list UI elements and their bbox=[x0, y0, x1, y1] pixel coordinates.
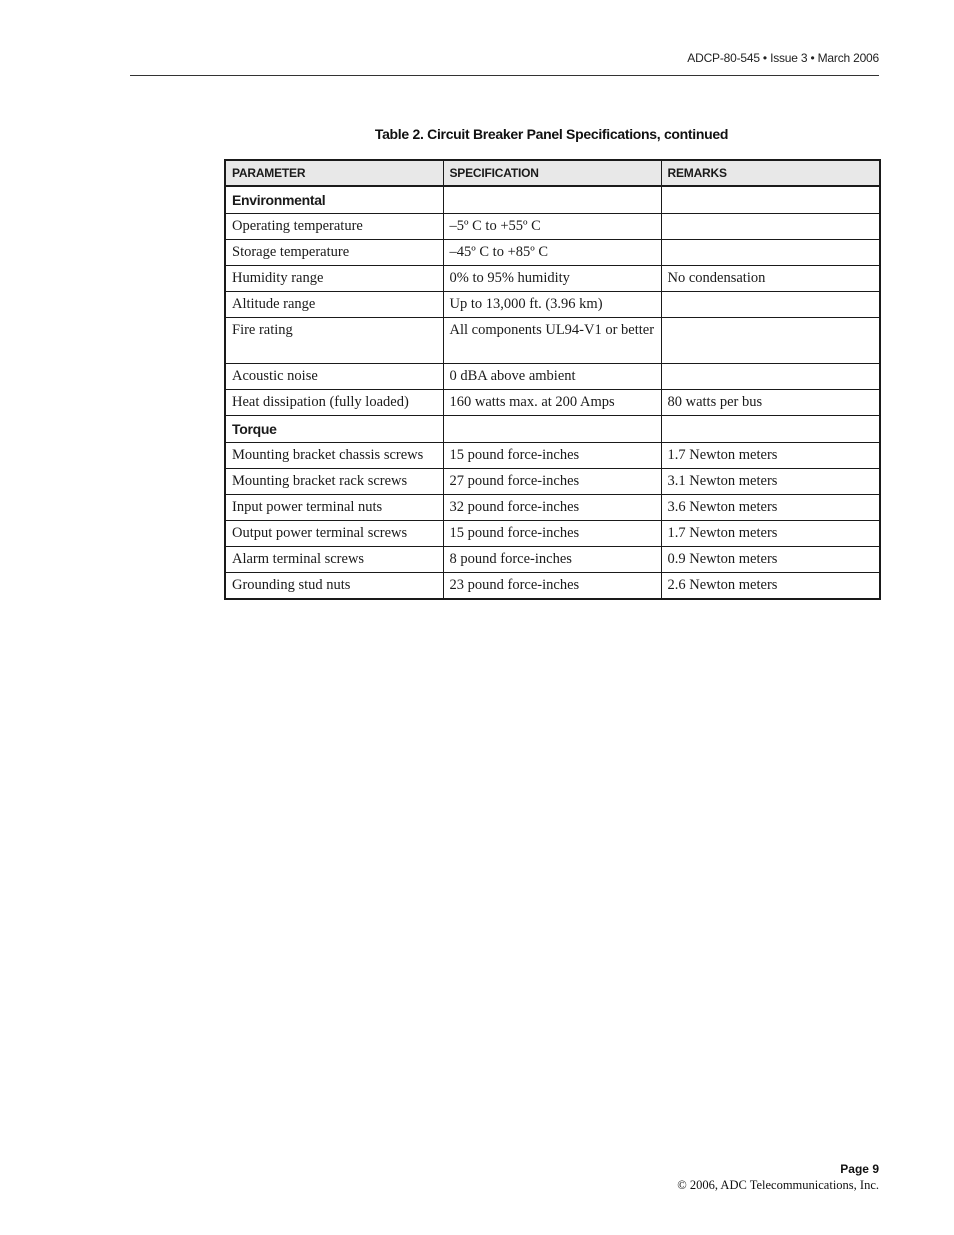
remarks-cell: 2.6 Newton meters bbox=[661, 573, 880, 600]
table-cell-empty bbox=[661, 186, 880, 214]
table-row bbox=[225, 364, 880, 390]
parameter-cell: Humidity range bbox=[225, 266, 443, 292]
table-row bbox=[225, 443, 880, 469]
table-row bbox=[225, 292, 880, 318]
specification-cell: –5º C to +55º C bbox=[443, 214, 661, 240]
header-divider bbox=[130, 75, 879, 76]
table-row bbox=[225, 266, 880, 292]
table-row bbox=[225, 521, 880, 547]
table-cell-empty bbox=[443, 416, 661, 443]
table-cell-empty bbox=[661, 416, 880, 443]
parameter-cell: Output power terminal screws bbox=[225, 521, 443, 547]
remarks-cell: 3.1 Newton meters bbox=[661, 469, 880, 495]
parameter-cell: Grounding stud nuts bbox=[225, 573, 443, 600]
parameter-cell: Fire rating bbox=[225, 318, 443, 364]
remarks-cell: 80 watts per bus bbox=[661, 390, 880, 416]
copyright-notice: © 2006, ADC Telecommunications, Inc. bbox=[677, 1178, 879, 1192]
specification-cell: 23 pound force-inches bbox=[443, 573, 661, 600]
remarks-cell bbox=[661, 240, 880, 266]
table-caption: Table 2. Circuit Breaker Panel Specifications, continued bbox=[374, 126, 729, 142]
specification-cell: 15 pound force-inches bbox=[443, 443, 661, 469]
column-header-parameter: PARAMETER bbox=[225, 160, 443, 186]
specification-cell: 32 pound force-inches bbox=[443, 495, 661, 521]
parameter-cell: Acoustic noise bbox=[225, 364, 443, 390]
specification-cell: Up to 13,000 ft. (3.96 km) bbox=[443, 292, 661, 318]
section-row-environmental bbox=[225, 186, 880, 214]
specification-cell: 27 pound force-inches bbox=[443, 469, 661, 495]
specification-cell: –45º C to +85º C bbox=[443, 240, 661, 266]
parameter-cell: Altitude range bbox=[225, 292, 443, 318]
parameter-cell: Mounting bracket rack screws bbox=[225, 469, 443, 495]
specification-cell: 0 dBA above ambient bbox=[443, 364, 661, 390]
table-header-row bbox=[225, 160, 880, 186]
table-row bbox=[225, 469, 880, 495]
table-row bbox=[225, 240, 880, 266]
remarks-cell: 1.7 Newton meters bbox=[661, 443, 880, 469]
specification-cell: 15 pound force-inches bbox=[443, 521, 661, 547]
table-row bbox=[225, 318, 880, 364]
table-row bbox=[225, 495, 880, 521]
parameter-cell: Alarm terminal screws bbox=[225, 547, 443, 573]
parameter-cell: Input power terminal nuts bbox=[225, 495, 443, 521]
remarks-cell bbox=[661, 318, 880, 364]
column-header-remarks: REMARKS bbox=[661, 160, 880, 186]
remarks-cell bbox=[661, 214, 880, 240]
remarks-cell: 3.6 Newton meters bbox=[661, 495, 880, 521]
specification-cell: 160 watts max. at 200 Amps bbox=[443, 390, 661, 416]
parameter-cell: Storage temperature bbox=[225, 240, 443, 266]
specification-cell: 8 pound force-inches bbox=[443, 547, 661, 573]
remarks-cell bbox=[661, 364, 880, 390]
table-cell-empty bbox=[443, 186, 661, 214]
table-row bbox=[225, 547, 880, 573]
parameter-cell: Heat dissipation (fully loaded) bbox=[225, 390, 443, 416]
remarks-cell: 0.9 Newton meters bbox=[661, 547, 880, 573]
table-row bbox=[225, 214, 880, 240]
table-row bbox=[225, 390, 880, 416]
specification-cell: 0% to 95% humidity bbox=[443, 266, 661, 292]
section-label: Environmental bbox=[225, 186, 443, 214]
specifications-table bbox=[224, 159, 881, 600]
parameter-cell: Mounting bracket chassis screws bbox=[225, 443, 443, 469]
remarks-cell: 1.7 Newton meters bbox=[661, 521, 880, 547]
section-label: Torque bbox=[225, 416, 443, 443]
column-header-specification: SPECIFICATION bbox=[443, 160, 661, 186]
section-row-torque bbox=[225, 416, 880, 443]
page-number: Page 9 bbox=[840, 1162, 879, 1176]
table-row bbox=[225, 573, 880, 600]
parameter-cell: Operating temperature bbox=[225, 214, 443, 240]
document-header-info: ADCP-80-545 • Issue 3 • March 2006 bbox=[687, 51, 879, 65]
remarks-cell bbox=[661, 292, 880, 318]
remarks-cell: No condensation bbox=[661, 266, 880, 292]
specification-cell: All components UL94-V1 or better bbox=[443, 318, 661, 364]
